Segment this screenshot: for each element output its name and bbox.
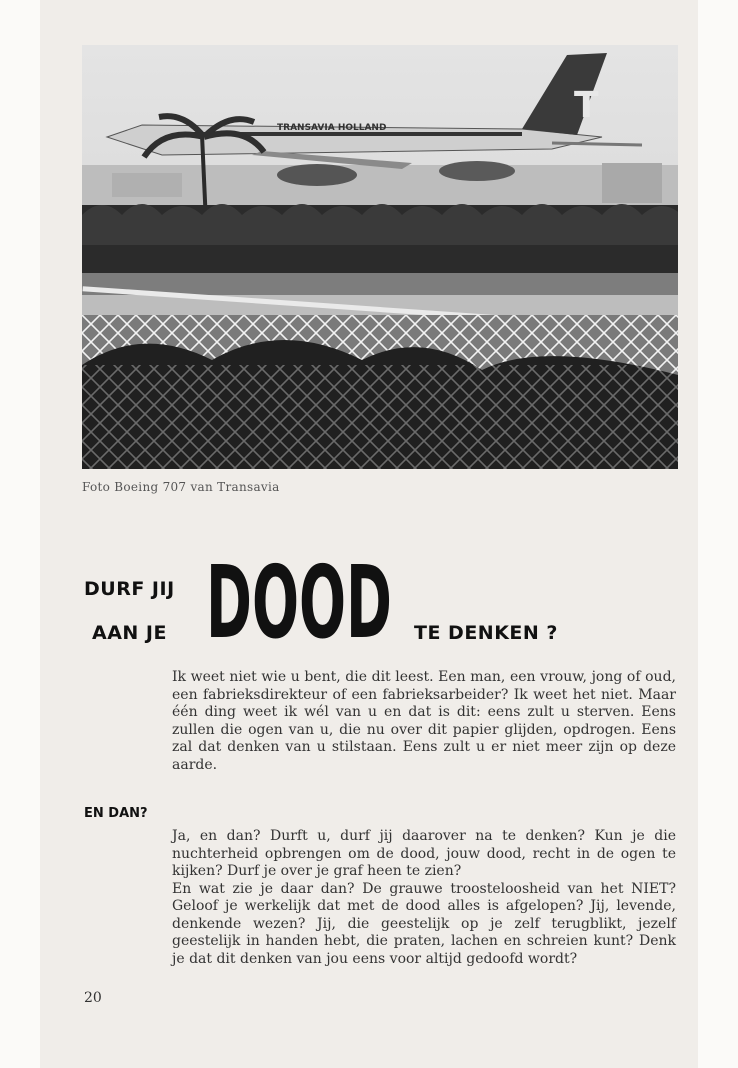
headline-big-word-text: DOOD xyxy=(206,545,392,643)
tail-logo xyxy=(574,85,599,126)
photo-caption: Foto Boeing 707 van Transavia xyxy=(82,480,280,494)
body-text xyxy=(172,828,676,968)
headline-line2: AAN JE xyxy=(92,622,167,644)
headline-line1: DURF JIJ xyxy=(84,578,175,600)
headline-big-word xyxy=(204,537,394,643)
airplane-photo xyxy=(82,45,678,469)
body-paragraph: Ja, en dan? Durft u, durf jij daarover na te denken? Kun je die nuchterheid opbrengen om de dood, jouw dood, recht in de ogen te kijken? Durf je over je graf heen te zien? xyxy=(172,828,676,879)
intro-paragraph xyxy=(172,669,676,774)
svg-text:T: T xyxy=(574,85,599,126)
fuselage-lettering xyxy=(277,123,386,133)
headline-line3: TE DENKEN ? xyxy=(414,622,558,644)
intro-paragraph-text: Ik weet niet wie u bent, die dit leest. Een man, een vrouw, jong of oud, een fabrieksdirekteur of een fabrieksarbeider? Ik weet het niet. Maar één ding weet ik wél van u en dat is dit: eens zult u sterven. Eens zullen die ogen van u, die nu over dit papier glijden, opdrogen. Eens zal dat denken van u stilstaan. Eens zult u er niet meer zijn op deze aarde. xyxy=(172,669,676,773)
body-paragraph: En wat zie je daar dan? De grauwe troosteloosheid van het NIET? Geloof je werkelijk dat met de dood alles is afgelopen? Jij, levende, denkende wezen? Jij, die geestelijk op je zelf terugblikt, jezelf geestelijk in handen hebt, die praten, lachen en schreien kunt? Denk je dat dit denken van jou eens voor altijd gedoofd wordt? xyxy=(172,880,676,967)
page-number: 20 xyxy=(84,990,102,1006)
svg-text:TRANSAVIA HOLLAND: TRANSAVIA HOLLAND xyxy=(277,123,387,133)
subheading: EN DAN? xyxy=(84,806,148,821)
